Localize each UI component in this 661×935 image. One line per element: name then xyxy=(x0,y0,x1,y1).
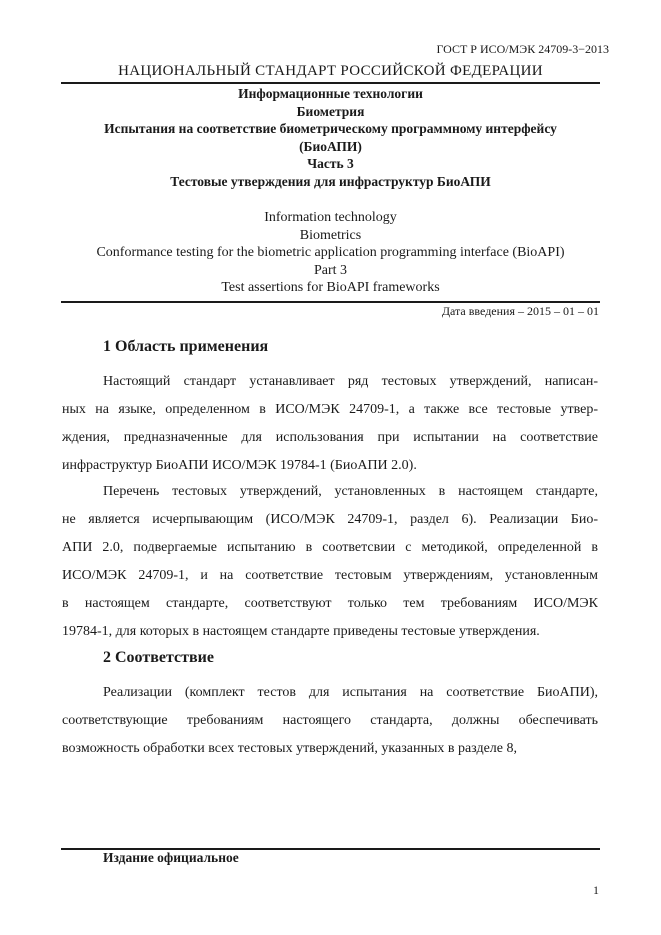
text-line: соответствующие требованиям настоящего стандарта, должны обеспечивать xyxy=(62,713,598,728)
paragraph-scope-1 xyxy=(62,368,598,480)
paragraph-scope-2 xyxy=(62,478,598,646)
text-line: Перечень тестовых утверждений, установленных в настоящем стандарте, xyxy=(103,484,598,499)
title-en-line: Test assertions for BioAPI frameworks xyxy=(221,280,440,295)
standard-title: НАЦИОНАЛЬНЫЙ СТАНДАРТ РОССИЙСКОЙ ФЕДЕРАЦИИ xyxy=(118,63,543,79)
russian-title-block xyxy=(61,85,600,190)
section-heading-scope: 1 Область применения xyxy=(103,338,269,355)
text-line: ных на языке, определенном в ИСО/МЭК 24709-1, а также все тестовые утвер- xyxy=(62,402,598,417)
text-line: ждения, предназначенные для использования при испытании на соответствие xyxy=(62,430,598,445)
title-divider xyxy=(61,301,600,303)
title-ru-line: Часть 3 xyxy=(307,156,354,171)
title-ru-line: Испытания на соответствие биометрическому программному интерфейсу xyxy=(104,121,557,136)
text-line: Реализации (комплект тестов для испытания на соответствие БиоАПИ), xyxy=(103,685,598,700)
document-code: ГОСТ Р ИСО/МЭК 24709-3−2013 xyxy=(436,42,609,56)
title-ru-line: Информационные технологии xyxy=(238,86,423,101)
text-line: АПИ 2.0, подвергаемые испытанию в соответсвии с методикой, определенной в xyxy=(62,540,598,555)
text-line: возможность обработки всех тестовых утверждений, указанных в разделе 8, xyxy=(62,741,517,756)
text-line: 19784-1, для которых в настоящем стандарте приведены тестовые утверждения. xyxy=(62,624,540,639)
text-line: в настоящем стандарте, соответствуют только тем требованиям ИСО/МЭК xyxy=(62,596,598,611)
title-en-line: Information technology xyxy=(264,210,397,225)
title-en-line: Conformance testing for the biometric application programming interface (BioAPI) xyxy=(96,245,565,260)
paragraph-conformance-1 xyxy=(62,679,598,763)
page-number: 1 xyxy=(593,883,599,897)
title-en-line: Biometrics xyxy=(299,227,362,243)
text-line: не является исчерпывающим (ИСО/МЭК 24709-1, раздел 6). Реализации Био- xyxy=(62,512,598,527)
top-divider xyxy=(61,82,600,84)
text-line: инфраструктур БиоАПИ ИСО/МЭК 19784-1 (БиоАПИ 2.0). xyxy=(62,458,417,473)
text-line: ИСО/МЭК 24709-1, и на соответствие тестовым утверждениям, установленным xyxy=(62,568,598,583)
title-ru-line: Биометрия xyxy=(296,103,365,119)
english-title-block xyxy=(55,209,606,297)
section-heading-conformance: 2 Соответствие xyxy=(103,649,214,666)
title-ru-line: (БиоАПИ) xyxy=(299,138,362,154)
title-en-line: Part 3 xyxy=(313,262,348,278)
text-line: Настоящий стандарт устанавливает ряд тестовых утверждений, написан- xyxy=(103,374,598,389)
official-edition-label: Издание официальное xyxy=(103,850,239,865)
introduction-date: Дата введения – 2015 – 01 – 01 xyxy=(441,304,599,318)
title-ru-line: Тестовые утверждения для инфраструктур БиоАПИ xyxy=(170,173,491,189)
